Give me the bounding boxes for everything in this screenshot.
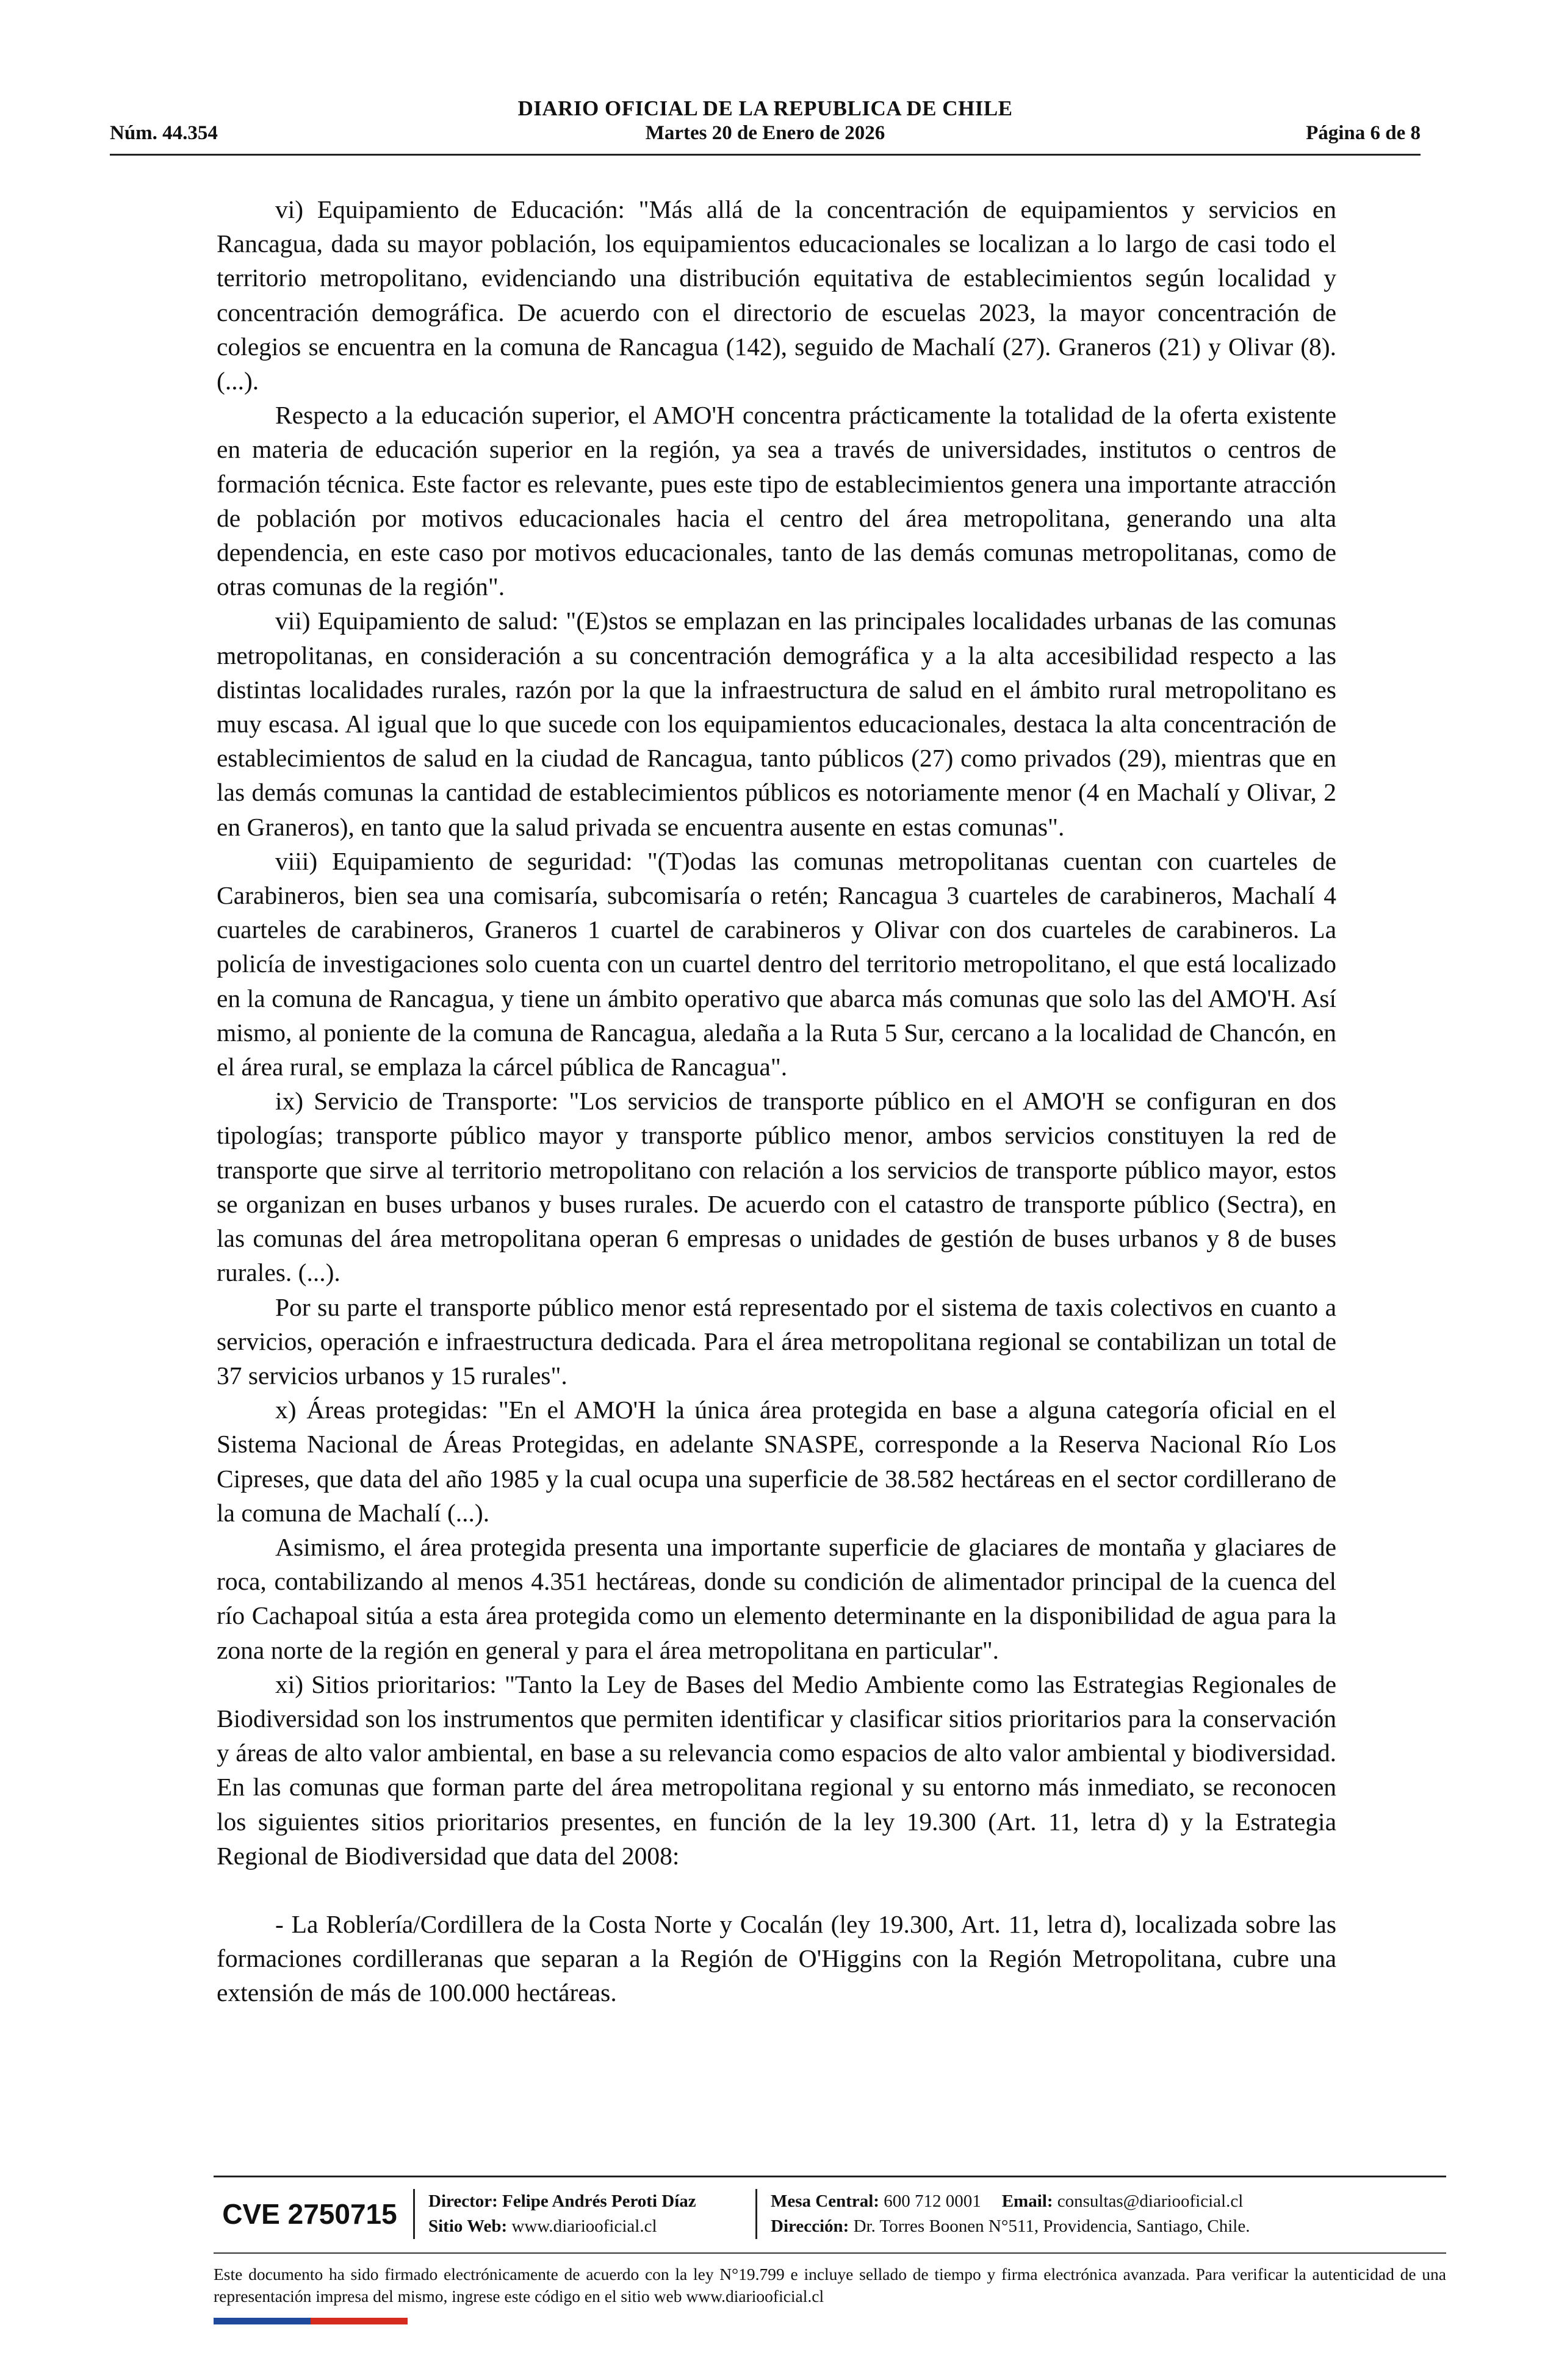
footer-director-block xyxy=(413,2189,696,2239)
mesa-phone: 600 712 0001 xyxy=(884,2191,981,2211)
address-label: Dirección: xyxy=(771,2216,849,2236)
page-number: Página 6 de 8 xyxy=(1306,122,1421,144)
paragraph-higher-education: Respecto a la educación superior, el AMO'H concentra prácticamente la totalidad de la oferta existente en materia de educación superior en la región, ya sea a través de universidades, institutos o centros de formación técnica. Este factor es relevante, pues este tipo de establecimientos genera una importante atracción de población por motivos educacionales hacia el centro del área metropolitana, generando una alta dependencia, en este caso por motivos educacionales, tanto de las demás comunas metropolitanas, como de otras comunas de la región". xyxy=(217,401,1336,601)
footer-contact-block xyxy=(755,2189,1250,2239)
document-body xyxy=(217,192,1336,2010)
paragraph-priority-sites: xi) Sitios prioritarios: "Tanto la Ley de Bases del Medio Ambiente como las Estrategias Regionales de Biodiversidad son los instrumentos que permiten identificar y clasificar sitios prioritarios para la conservación y áreas de alto valor ambiental, en base a su relevancia como espacios de alto valor ambiental y biodiversidad. En las comunas que forman parte del área metropolitana regional y su entorno más inmediato, se reconocen los siguientes sitios prioritarios presentes, en función de la ley 19.300 (Art. 11, letra d) y la Estrategia Regional de Biodiversidad que data del 2008: xyxy=(217,1670,1336,1870)
email-label: Email: xyxy=(1001,2191,1053,2211)
paragraph-protected-areas: x) Áreas protegidas: "En el AMO'H la única área protegida en base a alguna categoría oficial en el Sistema Nacional de Áreas Protegidas, en adelante SNASPE, corresponde a la Reserva Nacional Río Los Cipreses, que data del año 1985 y la cual ocupa una superficie de 38.582 hectáreas en el sector cordillerano de la comuna de Machalí (...). xyxy=(217,1396,1336,1527)
flag-color-bar xyxy=(214,2318,408,2324)
paragraph-glaciers: Asimismo, el área protegida presenta una importante superficie de glaciares de montaña y glaciares de roca, contabilizando al menos 4.351 hectáreas, donde su condición de alimentador principal de la cuenca del río Cachapoal sitúa a esta área protegida como un elemento determinante en la disponibilidad de agua para la zona norte de la región en general y para el área metropolitana en particular". xyxy=(217,1532,1336,1664)
address-value: Dr. Torres Boonen N°511, Providencia, Santiago, Chile. xyxy=(853,2216,1250,2236)
paragraph-health: vii) Equipamiento de salud: "(E)stos se emplazan en las principales localidades urbanas de las comunas metropolitanas, en consideración a su concentración demográfica y a la alta accesibilidad respecto a las distintas localidades rurales, razón por la que la infraestructura de salud en el ámbito rural metropolitano es muy escasa. Al igual que lo que sucede con los equipamientos educacionales, destaca la alta concentración de establecimientos de salud en la ciudad de Rancagua, tanto públicos (27) como privados (29), mientras que en las demás comunas la cantidad de establecimientos públicos es notoriamente menor (4 en Machalí y Olivar, 2 en Graneros), en tanto que la salud privada se encuentra ausente en estas comunas". xyxy=(217,607,1336,841)
page-footer xyxy=(214,2176,1446,2316)
footer-divider xyxy=(214,2176,1446,2177)
director-label: Director: Felipe Andrés Peroti Díaz xyxy=(428,2191,696,2211)
list-item-robleria: - La Roblería/Cordillera de la Costa Norte y Cocalán (ley 19.300, Art. 11, letra d), localizada sobre las formaciones cordilleranas que separan a la Región de O'Higgins con la Región Metropolitana, cubre una extensión de más de 100.000 hectáreas. xyxy=(217,1909,1336,2007)
paragraph-education: vi) Equipamiento de Educación: "Más allá de la concentración de equipamientos y servicios en Rancagua, dada su mayor población, los equipamientos educacionales se localizan a lo largo de casi todo el territorio metropolitano, evidenciando una distribución equitativa de establecimientos según localidad y concentración demográfica. De acuerdo con el directorio de escuelas 2023, la mayor concentración de colegios se encuentra en la comuna de Rancagua (142), seguido de Machalí (27). Graneros (21) y Olivar (8). (...). xyxy=(217,195,1336,395)
paragraph-minor-transport: Por su parte el transporte público menor está representado por el sistema de taxis colectivos en cuanto a servicios, operación e infraestructura dedicada. Para el área metropolitana regional se contabilizan un total de 37 servicios urbanos y 15 rurales". xyxy=(217,1293,1336,1390)
flag-red-segment xyxy=(311,2318,408,2324)
paragraph-transport: ix) Servicio de Transporte: "Los servicios de transporte público en el AMO'H se configuran en dos tipologías; transporte público mayor y transporte público menor, ambos servicios constituyen la red de transporte que sirve al territorio metropolitano con relación a los servicios de transporte público mayor, estos se organizan en buses urbanos y buses rurales. De acuerdo con el catastro de transporte público (Sectra), en las comunas del área metropolitana operan 6 empresas o unidades de gestión de buses urbanos y 8 de buses rurales. (...). xyxy=(217,1087,1336,1287)
email-link[interactable]: consultas@diariooficial.cl xyxy=(1057,2191,1244,2211)
footer-inner-divider xyxy=(214,2252,1446,2254)
gazette-title: DIARIO OFICIAL DE LA REPUBLICA DE CHILE xyxy=(517,96,1013,120)
mesa-label: Mesa Central: xyxy=(771,2191,879,2211)
cve-code: CVE 2750715 xyxy=(222,2198,397,2230)
issue-number: Núm. 44.354 xyxy=(110,122,218,144)
legal-notice: Este documento ha sido firmado electrónicamente de acuerdo con la ley N°19.799 e incluye sellado de tiempo y firma electrónica avanzada. Para verificar la autenticidad de una representación impresa del mismo, ingrese este código en el sitio web www.diariooficial.cl xyxy=(214,2265,1446,2306)
flag-blue-segment xyxy=(214,2318,311,2324)
web-label: Sitio Web: xyxy=(428,2216,508,2236)
issue-date: Martes 20 de Enero de 2026 xyxy=(645,122,885,144)
web-link[interactable]: www.diariooficial.cl xyxy=(511,2216,657,2236)
paragraph-security: viii) Equipamiento de seguridad: "(T)odas las comunas metropolitanas cuentan con cuarteles de Carabineros, bien sea una comisaría, subcomisaría o retén; Rancagua 3 cuarteles de carabineros, Machalí 4 cuarteles de carabineros, Graneros 1 cuartel de carabineros y Olivar con dos cuarteles de carabineros. La policía de investigaciones solo cuenta con un cuartel dentro del territorio metropolitano, el que está localizado en la comuna de Rancagua, y tiene un ámbito operativo que abarca más comunas que solo las del AMO'H. Así mismo, al poniente de la comuna de Rancagua, aledaña a la Ruta 5 Sur, cercano a la localidad de Chancón, en el área rural, se emplaza la cárcel pública de Rancagua". xyxy=(217,846,1336,1081)
page-header xyxy=(110,92,1421,156)
